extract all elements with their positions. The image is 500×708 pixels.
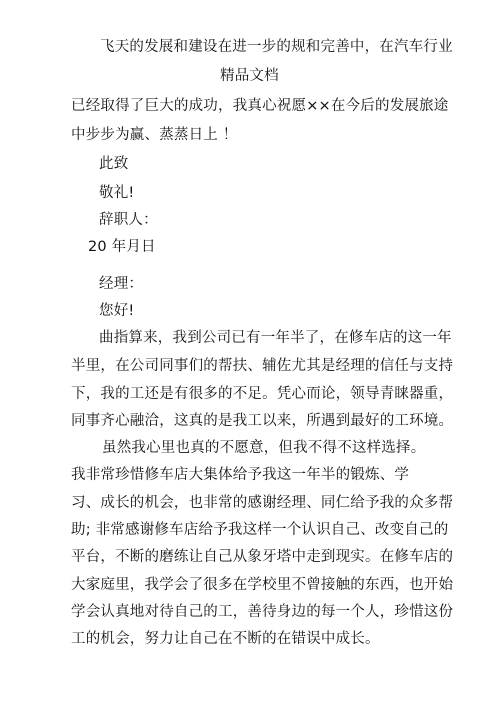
date-line: 20 年月日	[88, 239, 156, 255]
closing-phrase: 此致	[99, 156, 129, 172]
paragraph-line: 同事齐心融洽，这真的是我工以来，所遇到最好的工环境。	[71, 413, 454, 429]
greeting: 您好!	[99, 303, 135, 319]
paragraph-line: 虽然我心里也真的不愿意，但我不得不这样选择。	[102, 440, 426, 456]
paragraph-line: 习、成长的机会，也非常的感谢经理、同仁给予我的众多帮	[71, 495, 454, 511]
text-line: 中步步为赢、蒸蒸日上 ！	[71, 127, 238, 143]
continued-text-line: 飞天的发展和建设在进一步的规和完善中，在汽车行业	[100, 39, 453, 55]
salutation-recipient: 经理：	[99, 276, 144, 292]
closing-salute: 敬礼!	[99, 185, 135, 201]
paragraph-line: 大家庭里，我学会了很多在学校里不曾接触的东西，也开始	[71, 577, 454, 593]
paragraph-line: 曲指算来，我到公司已有一年半了，在修车店的这一年	[99, 330, 452, 346]
signature-label: 辞职人：	[99, 212, 158, 228]
text-line: 已经取得了巨大的成功，我真心祝愿××在今后的发展旅途	[71, 98, 449, 114]
paragraph-line: 工的机会，努力让自己在不断的在错误中成长。	[71, 631, 380, 647]
paragraph-line: 下，我的工还是有很多的不足。凭心而论，领导青睐器重，	[71, 386, 454, 402]
paragraph-line: 我非常珍惜修车店大集体给予我这一年半的锻炼、学	[71, 467, 410, 483]
paragraph-line: 学会认真地对待自己的工，善待身边的每一个人，珍惜这份	[71, 604, 454, 620]
header-title: 精品文档	[220, 68, 279, 84]
paragraph-line: 半里，在公司同事们的帮扶、辅佐尤其是经理的信任与支持	[71, 358, 454, 374]
paragraph-line: 平台，不断的磨练让自己从象牙塔中走到现实。在修车店的	[71, 549, 454, 565]
paragraph-line: 助; 非常感谢修车店给予我这样一个认识自己、改变自己的	[71, 522, 449, 538]
